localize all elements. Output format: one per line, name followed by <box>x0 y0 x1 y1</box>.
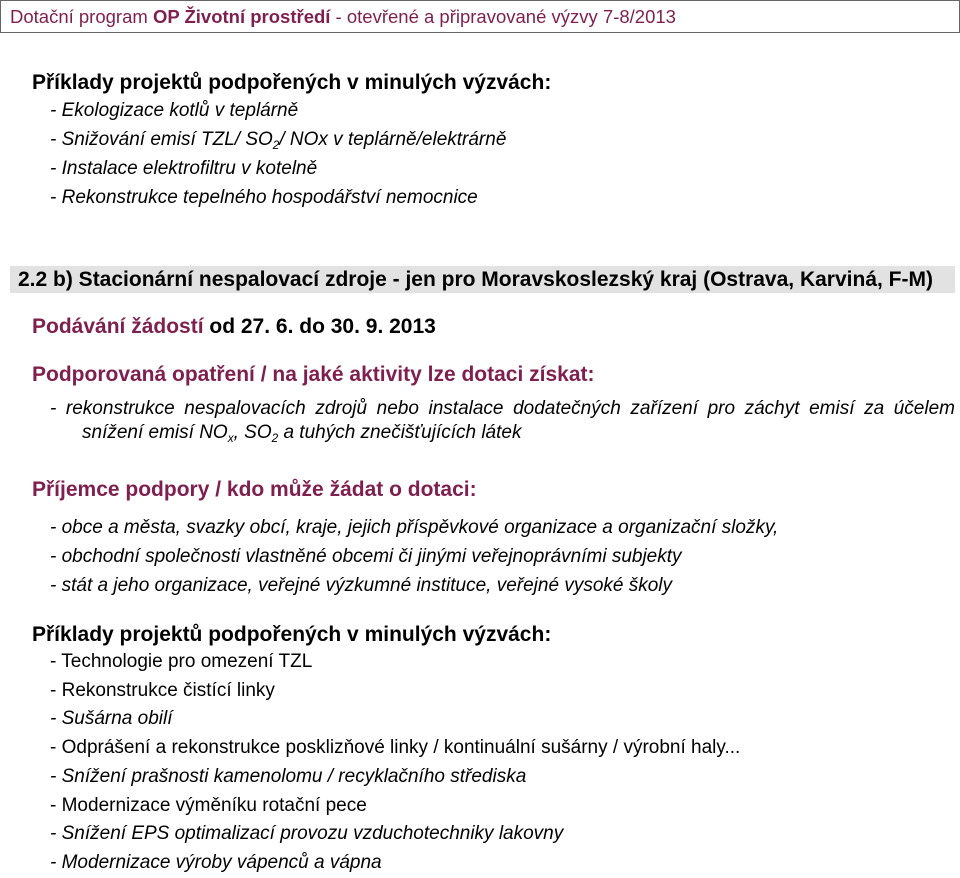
header-program-name: OP Životní prostředí <box>152 6 331 27</box>
list-item: - Ekologizace kotlů v teplárně <box>50 100 299 121</box>
measures-heading: Podporovaná opatření / na jaké aktivity lze dotaci získat: <box>32 363 595 386</box>
list-item: - Snížení EPS optimalizací provozu vzduchotechniky lakovny <box>50 823 564 845</box>
subscript: 2 <box>271 431 279 445</box>
page-header <box>0 0 960 33</box>
submission-period <box>32 313 436 341</box>
subscript: 2 <box>272 138 280 152</box>
measures-text: - rekonstrukce nespalovacích zdrojů nebo instalace dodatečných zařízení pro záchyt emisí za účelem snížení emisí NO <box>50 398 955 443</box>
header-prefix: Dotační program <box>10 6 153 27</box>
measures-paragraph <box>50 397 955 445</box>
list-item-text: / NOx v teplárně/elektrárně <box>279 129 507 150</box>
prior-examples-list <box>50 96 506 212</box>
measures-text-end: a tuhých znečišťujících látek <box>278 422 522 443</box>
call-examples-list <box>50 648 740 878</box>
header-suffix: - otevřené a připravované výzvy 7-8/2013 <box>330 6 676 27</box>
list-item-text: - Snižování emisí TZL/ SO <box>50 129 273 150</box>
header-title <box>10 1 676 32</box>
list-item: - obce a města, svazky obcí, kraje, jejich příspěvkové organizace a organizační složky, <box>50 517 779 538</box>
submission-label: Podávání žádostí <box>32 315 204 338</box>
list-item: - Instalace elektrofiltru v kotelně <box>50 158 318 179</box>
measures-text-mid: , SO <box>233 422 272 443</box>
list-item: - stát a jeho organizace, veřejné výzkumné instituce, veřejné vysoké školy <box>50 575 673 596</box>
list-item <box>50 125 506 154</box>
recipients-heading: Příjemce podpory / kdo může žádat o dotaci: <box>32 478 477 501</box>
list-item: - obchodní společnosti vlastněné obcemi či jinými veřejnoprávními subjekty <box>50 546 682 567</box>
list-item: - Technologie pro omezení TZL <box>50 651 313 672</box>
call-examples-heading: Příklady projektů podpořených v minulých výzvách: <box>32 623 552 646</box>
subscript: x <box>227 431 234 445</box>
list-item: - Rekonstrukce tepelného hospodářství nemocnice <box>50 187 478 208</box>
submission-dates: od 27. 6. do 30. 9. 2013 <box>203 315 436 338</box>
list-item: - Modernizace výroby vápenců a vápna <box>50 851 382 873</box>
list-item: - Snížení prašnosti kamenolomu / recyklačního střediska <box>50 765 527 787</box>
list-item: - Modernizace výměníku rotační pece <box>50 794 367 816</box>
section-heading: 2.2 b) Stacionární nespalovací zdroje - jen pro Moravskoslezský kraj (Ostrava, Karviná, F-M) <box>18 268 933 291</box>
prior-examples-heading: Příklady projektů podpořených v minulých výzvách: <box>32 71 552 94</box>
recipients-list <box>50 513 778 600</box>
list-item: - Sušárna obilí <box>50 708 173 730</box>
section-heading-band <box>10 266 955 293</box>
list-item: - Odprášení a rekonstrukce posklizňové linky / kontinuální sušárny / výrobní haly... <box>50 737 741 759</box>
list-item: - Rekonstrukce čistící linky <box>50 679 275 701</box>
